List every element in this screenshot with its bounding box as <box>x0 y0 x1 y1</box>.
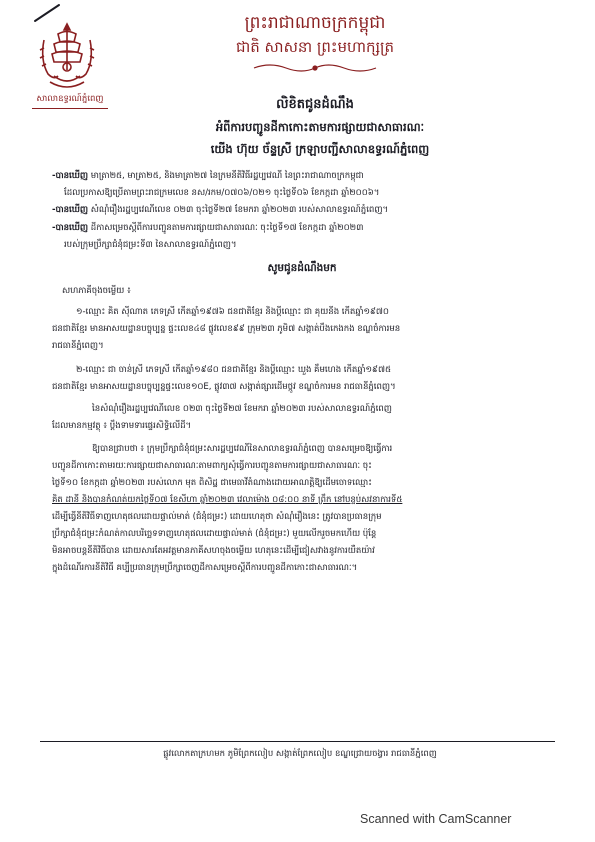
party-2-line-2: ជនជាតិខ្មែរ មានអាសយដ្ឋានបច្ចុប្បន្នផ្ទះលេខ១០E, ផ្លូវ៣៧ សង្កាត់ផ្សារដើមថ្កូវ ខណ្ឌចំការមន រាជធានីភ្នំពេញ។ <box>52 382 396 392</box>
case-line-2: ដែលមានកម្មវត្ថុ ៖ ប្តឹងទាមទារផ្ទេរសិទ្ធិលើដី។ <box>52 421 192 431</box>
party-1-line-2: ជនជាតិខ្មែរ មានអាសយដ្ឋានបច្ចុប្បន្ន ផ្ទះលេខ៤៨ ផ្លូវលេខ៩៩ ក្រុម២៣ ភូមិ៧ សង្កាត់បឹងកេងកង ខណ្ឌចំការមន <box>52 324 401 334</box>
document-subject: អំពីការបញ្ជូនដីកាកោះតាមការផ្សាយជាសាធារណៈ <box>215 120 425 134</box>
consideration-1-line-2: ដែលប្រកាសឱ្យប្រើតាមព្រះរាជក្រមលេខ នស/រកម/០៧០៦/០២១ ចុះថ្ងៃទី០៦ ខែកក្កដា ឆ្នាំ២០០៦។ <box>64 188 380 198</box>
royal-coat-of-arms-icon <box>34 20 100 92</box>
salutation: សហភាគីចុងចម្លើយ ៖ <box>62 286 131 296</box>
national-motto: ជាតិ សាសនា ព្រះមហាក្សត្រ <box>235 38 395 56</box>
notice-heading: សូមជូនដំណឹងមក <box>267 262 337 274</box>
kingdom-heading: ព្រះរាជាណាចក្រកម្ពុជា <box>244 13 386 33</box>
party-2-line-1: ២-ឈ្មោះ ជា ចាន់ស្រី ភេទស្រី កើតឆ្នាំ១៩៨០ ជនជាតិខ្មែរ និងប្តីឈ្មោះ ឃួង គឹមហេង កើតឆ្នាំ១៩៧៥ <box>76 365 391 375</box>
consideration-3-line-1: -បានឃើញ ដីកាសម្រេចស្តីពីការបញ្ជូនតាមការផ្សាយជាសាធារណៈ ចុះថ្ងៃទី១៧ ខែកក្កដា ឆ្នាំ២០២៣ <box>52 223 364 233</box>
ornament-divider <box>250 62 380 74</box>
issuing-office-label: សាលាឧទ្ធរណ៍ភ្នំពេញ <box>36 94 104 104</box>
office-label-underline <box>32 108 108 109</box>
main-line-5: ដើម្បីធ្វើនីតិវិធីទាញហេតុផលដោយផ្ទាល់មាត់ (ជំនុំជម្រះ) ដោយហេតុថា សំណុំរឿងនេះ ត្រូវបានប្រធានក្រុម <box>52 512 382 522</box>
main-line-8: ក្នុងដំណើរការនីតិវិធី គប្បីប្រធានក្រុមប្រឹក្សាចេញដីកាសម្រេចស្តីពីការបញ្ជូនដីកាកោះជាសាធារណៈ។ <box>52 563 358 573</box>
consideration-3-line-2: របស់ក្រុមប្រឹក្សាជំនុំជម្រះទី៣ នៃសាលាឧទ្ធរណ៍ភ្នំពេញ។ <box>64 240 237 250</box>
consideration-1-line-1: -បានឃើញ មាត្រា២៥, មាត្រា២៥, និងមាត្រា២៧ នៃក្រមនីតិវិធីរដ្ឋប្បវេណី នៃព្រះរាជាណាចក្រកម្ពុជា <box>52 171 364 181</box>
main-line-6: ប្រឹក្សាជំនុំជម្រះកំណត់កាលបរិច្ឆេទទាញហេតុផលដោយផ្ទាល់មាត់ (ជំនុំជម្រះ) មួយលើករួចមកហើយ ប៉ុន្តែ <box>52 529 377 539</box>
main-line-2: បញ្ជូនដីកាកោះតាមរយៈការផ្សាយជាសាធារណៈតាមពាក្យសុំធ្វើការបញ្ជូនតាមការផ្សាយជាសាធារណៈ ចុះ <box>52 461 372 471</box>
footer-divider <box>40 741 555 742</box>
party-1-line-1: ១-ឈ្មោះ គិត ស៊ីណាត ភេទស្រី កើតឆ្នាំ១៩៧៦ ជនជាតិខ្មែរ និងប្តីឈ្មោះ ជា គុយនីង កើតឆ្នាំ១៩៧០ <box>76 307 389 317</box>
case-line-1: នៃសំណុំរឿងរដ្ឋប្បវេណីលេខ ០២៣ ចុះថ្ងៃទី២៧ ខែមករា ឆ្នាំ២០២៣ របស់សាលាឧទ្ធរណ៍ភ្នំពេញ <box>92 404 392 414</box>
main-line-7: មិនអាចបន្តនីតិវិធីបាន ដោយសារតែអវត្តមានភាគីសហចុងចម្លើយ ហេតុនេះដើម្បីជៀសវាងនូវការយឺតយ៉ាវ <box>52 546 375 556</box>
party-1-line-3: រាជធានីភ្នំពេញ។ <box>52 341 104 351</box>
main-line-4-hearing-date: គិត ដានី និងបានកំណត់យកថ្ងៃទី០៧ ខែសីហា ឆ្នាំ២០២៣ វេលាម៉ោង ០៨:០០ នាទី ព្រឹក នៅបន្ទប់សវនាការទី៥ <box>52 495 403 505</box>
document-issuer: យើង ហ៊ុយ ច័ន្ទស្រី ក្រឡាបញ្ជីសាលាឧទ្ធរណ៍ភ្នំពេញ <box>210 142 430 156</box>
document-title: លិខិតជូនដំណឹង <box>276 97 354 112</box>
scanner-watermark: Scanned with CamScanner <box>360 812 512 826</box>
consideration-2-line-1: -បានឃើញ សំណុំរឿងរដ្ឋប្បវេណីលេខ ០២៣ ចុះថ្ងៃទី២៧ ខែមករា ឆ្នាំ២០២៣ របស់សាលាឧទ្ធរណ៍ភ្នំពេញ។ <box>52 205 389 215</box>
footer-address: ផ្លូវលោកតាក្រហមក ភូមិព្រែកលៀប សង្កាត់ព្រែកលៀប ខណ្ឌជ្រោយចង្វារ រាជធានីភ្នំពេញ <box>163 749 437 759</box>
main-line-3: ថ្ងៃទី១០ ខែកក្កដា ឆ្នាំ២០២៣ របស់លោក មុត ពិសិដ្ឋ ជាមេធាវីតំណាងដោយអាណត្តិឱ្យដើមចោទឈ្មោះ <box>52 478 372 488</box>
main-line-1: ឱ្យបានជ្រាបថា ៖ ក្រុមប្រឹក្សាជំនុំជម្រះសារដ្ឋប្បវេណីនៃសាលាឧទ្ធរណ៍ភ្នំពេញ បានសម្រេចឱ្យធ្វើការ <box>92 444 393 454</box>
